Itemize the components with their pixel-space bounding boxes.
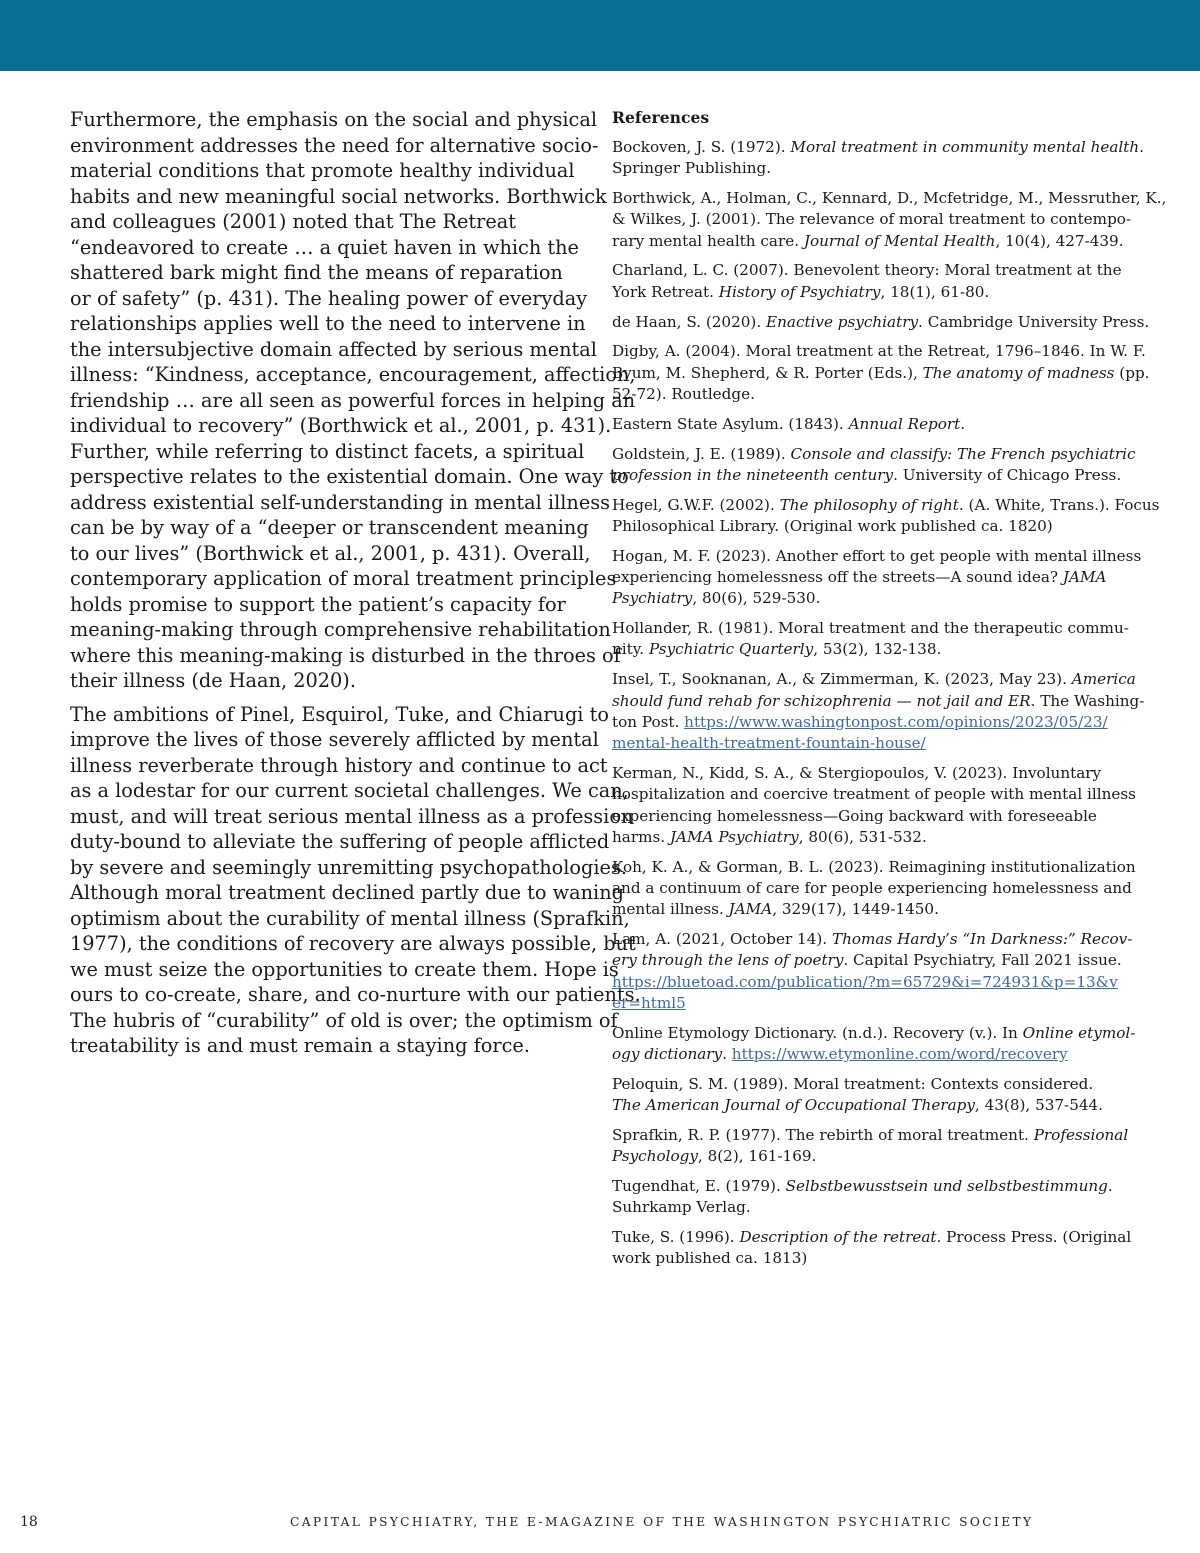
- text-line: “endeavored to create … a quiet haven in which the: [70, 235, 579, 259]
- reference-entry: [612, 1074, 1142, 1117]
- reference-text: , 8(2), 161-169.: [697, 1147, 817, 1166]
- reference-text: experiencing homelessness—Going backward with foreseeable: [612, 806, 1097, 825]
- reference-italic-title: Enactive psychiatry: [766, 312, 919, 331]
- reference-line: [612, 567, 1142, 588]
- reference-italic-title: ery through the lens of poetry: [612, 951, 844, 970]
- reference-text: Springer Publishing.: [612, 159, 772, 178]
- reference-line: [612, 878, 1142, 899]
- reference-line: [612, 763, 1142, 784]
- reference-text: experiencing homelessness off the streets—A sound idea?: [612, 568, 1063, 587]
- reference-line: [612, 260, 1142, 281]
- reference-text: Online Etymology Dictionary. (n.d.). Recovery (v.). In: [612, 1023, 1023, 1042]
- reference-text: harms.: [612, 827, 670, 846]
- reference-text: , 329(17), 1449-1450.: [772, 900, 939, 919]
- reference-entry: [612, 857, 1142, 921]
- reference-italic-title: The philosophy of right.: [779, 495, 964, 514]
- reference-line: [612, 669, 1142, 690]
- page-footer: [0, 1510, 1200, 1540]
- text-line: and colleagues (2001) noted that The Retreat: [70, 210, 517, 233]
- reference-line: [612, 1146, 1142, 1167]
- reference-link[interactable]: https://bluetoad.com/publication/?m=65729&i=724931&p=13&v: [612, 972, 1118, 991]
- reference-text: Byum, M. Shepherd, & R. Porter (Eds.),: [612, 363, 923, 382]
- reference-italic-title: Description of the retreat.: [739, 1228, 942, 1247]
- text-line: ours to co-create, share, and co-nurture with our patients.: [70, 983, 641, 1006]
- footer-publication-title: CAPITAL PSYCHIATRY, THE E-MAGAZINE OF THE WASHINGTON PSYCHIATRIC SOCIETY: [290, 1515, 1034, 1529]
- reference-line: [612, 972, 1142, 993]
- reference-line: [612, 950, 1142, 971]
- reference-text: , 10(4), 427-439.: [995, 231, 1124, 250]
- reference-text: Charland, L. C. (2007). Benevolent theory: Moral treatment at the: [612, 261, 1122, 280]
- text-line: meaning-making through comprehensive rehabilitation: [70, 618, 611, 641]
- text-line: duty-bound to alleviate the suffering of people afflicted: [70, 830, 610, 853]
- reference-line: [612, 1044, 1142, 1065]
- text-line: optimism about the curability of mental illness (Sprafkin,: [70, 906, 630, 930]
- reference-entry: [612, 414, 1142, 435]
- text-line: where this meaning-making is disturbed in the throes of: [70, 643, 621, 667]
- reference-link[interactable]: https://www.etymonline.com/word/recovery: [731, 1044, 1068, 1063]
- reference-text: Hogan, M. F. (2023). Another effort to get people with mental illness: [612, 546, 1142, 565]
- reference-italic-title: The anatomy of madness: [922, 363, 1115, 382]
- reference-text: Borthwick, A., Holman, C., Kennard, D., Mcfetridge, M., Messruther, K.,: [612, 189, 1167, 208]
- reference-text: Kerman, N., Kidd, S. A., & Stergiopoulos, V. (2023). Involuntary: [612, 763, 1102, 782]
- reference-line: [612, 733, 1142, 754]
- reference-text: , 80(6), 531-532.: [798, 827, 927, 846]
- reference-text: .: [722, 1044, 732, 1063]
- text-line: the intersubjective domain affected by serious mental: [70, 337, 597, 361]
- reference-link[interactable]: er=html5: [612, 993, 686, 1012]
- reference-line: [612, 158, 1142, 179]
- reference-text: de Haan, S. (2020).: [612, 312, 767, 331]
- reference-link[interactable]: mental-health-treatment-fountain-house/: [612, 734, 926, 753]
- reference-italic-title: Journal of Mental Health: [803, 231, 996, 250]
- text-line: treatability is and must remain a staying force.: [70, 1034, 530, 1057]
- reference-text: nity.: [612, 640, 649, 659]
- reference-text: Eastern State Asylum. (1843).: [612, 414, 849, 433]
- reference-entry: [612, 341, 1150, 405]
- text-line: their illness (de Haan, 2020).: [70, 669, 356, 692]
- reference-text: rary mental health care.: [612, 231, 804, 250]
- text-line: perspective relates to the existential domain. One way to: [70, 465, 629, 488]
- reference-line: [612, 282, 1142, 303]
- reference-text: . The Washing-: [1030, 691, 1145, 710]
- references-heading: References: [612, 108, 710, 127]
- reference-line: [612, 137, 1142, 158]
- reference-line: [612, 806, 1142, 827]
- reference-italic-title: profession in the nineteenth century: [612, 465, 894, 484]
- reference-link[interactable]: https://www.washingtonpost.com/opinions/2023/05/23/: [684, 712, 1108, 731]
- reference-text: (pp.: [1114, 363, 1150, 382]
- reference-line: [612, 1248, 1142, 1269]
- reference-text: Insel, T., Sooknanan, A., & Zimmerman, K. (2023, May 23).: [612, 670, 1072, 689]
- reference-line: [612, 1197, 1142, 1218]
- reference-text: , 53(2), 132-138.: [813, 640, 942, 659]
- reference-entry: [612, 1176, 1142, 1219]
- text-line: must, and will treat serious mental illness as a profession: [70, 804, 634, 828]
- reference-text: mental illness.: [612, 900, 729, 919]
- reference-line: [612, 929, 1142, 950]
- text-line: contemporary application of moral treatment principles: [70, 567, 617, 590]
- reference-entry: [612, 763, 1142, 848]
- page-number: 18: [20, 1514, 38, 1530]
- reference-italic-title: Annual Report: [848, 414, 961, 433]
- reference-text: ton Post.: [612, 712, 685, 731]
- text-line: by severe and seemingly unremitting psychopathologies.: [70, 855, 627, 879]
- text-line: illness reverberate through history and continue to act: [70, 753, 608, 777]
- reference-text: .: [1107, 1176, 1113, 1195]
- reference-line: [612, 1023, 1142, 1044]
- text-line: shattered bark might find the means of reparation: [70, 261, 563, 284]
- reference-text: , 43(8), 537-544.: [974, 1096, 1104, 1115]
- reference-entry: [612, 1125, 1142, 1168]
- reference-line: [612, 341, 1146, 362]
- reference-text: .: [1139, 138, 1144, 156]
- reference-line: [612, 231, 1142, 252]
- reference-text: , 18(1), 61-80.: [880, 282, 990, 301]
- reference-text: . University of Chicago Press.: [893, 465, 1122, 484]
- text-line: Furthermore, the emphasis on the social and physical: [70, 108, 598, 131]
- reference-text: Tugendhat, E. (1979).: [612, 1176, 786, 1195]
- reference-entry: [612, 495, 1160, 538]
- text-line: 1977), the conditions of recovery are always possible, but: [70, 932, 636, 955]
- reference-line: [612, 188, 1167, 209]
- text-line: Further, while referring to distinct facets, a spiritual: [70, 439, 585, 463]
- reference-line: [612, 857, 1142, 878]
- reference-text: Hollander, R. (1981). Moral treatment and the therapeutic commu-: [612, 619, 1129, 638]
- reference-text: 52-72). Routledge.: [612, 384, 755, 403]
- reference-line: [612, 1074, 1142, 1095]
- text-line: can be by way of a “deeper or transcendent meaning: [70, 516, 589, 539]
- reference-italic-title: America: [1071, 670, 1136, 689]
- reference-italic-title: Console and classify: The French psychiatric: [790, 444, 1136, 463]
- reference-text: Sprafkin, R. P. (1977). The rebirth of moral treatment.: [612, 1125, 1034, 1144]
- reference-text: Goldstein, J. E. (1989).: [612, 444, 791, 463]
- reference-line: [612, 384, 1142, 405]
- text-line: as a lodestar for our current societal challenges. We can,: [70, 779, 629, 802]
- text-line: illness: “Kindness, acceptance, encouragement, affection,: [70, 363, 636, 386]
- reference-line: [612, 444, 1142, 465]
- text-line: individual to recovery” (Borthwick et al., 2001, p. 431).: [70, 414, 612, 437]
- reference-entry: [612, 929, 1142, 1014]
- reference-line: [612, 639, 1142, 660]
- reference-text: and a continuum of care for people experiencing homelessness and: [612, 878, 1132, 897]
- reference-entry: [612, 188, 1167, 252]
- reference-italic-title: Psychology: [612, 1147, 698, 1166]
- text-line: The ambitions of Pinel, Esquirol, Tuke, and Chiarugi to: [70, 702, 609, 726]
- reference-italic-title: History of Psychiatry: [718, 282, 881, 301]
- reference-text: York Retreat.: [612, 282, 719, 301]
- reference-line: [612, 1176, 1142, 1197]
- reference-text: Process Press. (Original: [941, 1228, 1132, 1247]
- reference-line: [612, 465, 1142, 486]
- reference-italic-title: Thomas Hardy’s “In Darkness:” Recov-: [831, 930, 1133, 948]
- reference-italic-title: JAMA Psychiatry: [669, 827, 799, 846]
- reference-line: [612, 712, 1142, 733]
- reference-text: Peloquin, S. M. (1989). Moral treatment: Contexts considered.: [612, 1074, 1094, 1093]
- reference-italic-title: Online etymol-: [1022, 1023, 1136, 1042]
- reference-text: .: [960, 414, 966, 433]
- reference-line: [612, 784, 1142, 805]
- reference-entry: [612, 546, 1142, 610]
- reference-line: [612, 312, 1150, 333]
- text-line: improve the lives of those severely afflicted by mental: [70, 728, 599, 751]
- reference-line: [612, 516, 1142, 537]
- reference-text: Hegel, G.W.F. (2002).: [612, 495, 780, 514]
- text-line: address existential self-understanding in mental illness: [70, 490, 611, 514]
- reference-line: [612, 618, 1142, 639]
- header-bar: [0, 0, 1200, 71]
- text-line: to our lives” (Borthwick et al., 2001, p. 431). Overall,: [70, 541, 591, 565]
- reference-line: [612, 209, 1142, 230]
- text-line: habits and new meaningful social networks. Borthwick: [70, 184, 607, 208]
- reference-text: & Wilkes, J. (2001). The relevance of moral treatment to contempo-: [612, 210, 1132, 229]
- reference-entry: [612, 618, 1142, 661]
- reference-italic-title: ogy dictionary: [612, 1044, 723, 1063]
- reference-text: work published ca. 1813): [612, 1249, 808, 1268]
- reference-text: . Capital Psychiatry, Fall 2021 issue.: [843, 951, 1122, 970]
- reference-entry: [612, 444, 1142, 487]
- reference-line: [612, 827, 1142, 848]
- reference-text: Suhrkamp Verlag.: [612, 1198, 751, 1217]
- text-line: relationships applies well to the need to intervene in: [70, 312, 586, 335]
- text-line: Although moral treatment declined partly due to waning: [70, 881, 624, 904]
- reference-italic-title: Professional: [1033, 1125, 1129, 1144]
- reference-text: Tuke, S. (1996).: [612, 1228, 740, 1247]
- text-line: environment addresses the need for alternative socio-: [70, 133, 599, 157]
- reference-line: [612, 495, 1160, 516]
- reference-italic-title: Selbstbewusstsein und selbstbestimmung: [785, 1176, 1108, 1195]
- reference-italic-title: Psychiatric Quarterly: [648, 640, 814, 659]
- reference-line: [612, 993, 1142, 1014]
- text-line: holds promise to support the patient’s capacity for: [70, 592, 566, 616]
- reference-text: Philosophical Library. (Original work published ca. 1820): [612, 516, 1053, 535]
- reference-text: Bockoven, J. S. (1972).: [612, 138, 791, 156]
- reference-entry: [612, 137, 1142, 180]
- reference-entry: [612, 260, 1142, 303]
- references-list: [612, 137, 1167, 1270]
- reference-text: (A. White, Trans.). Focus: [963, 495, 1160, 514]
- reference-italic-title: Moral treatment in community mental health: [790, 138, 1140, 156]
- text-line: we must seize the opportunities to create them. Hope is: [70, 957, 619, 981]
- reference-italic-title: The American Journal of Occupational Therapy: [612, 1096, 975, 1115]
- reference-text: hospitalization and coercive treatment of people with mental illness: [612, 785, 1136, 804]
- reference-text: , 80(6), 529-530.: [692, 589, 821, 608]
- references-column: [612, 107, 1167, 1278]
- text-line: friendship … are all seen as powerful forces in helping an: [70, 388, 636, 412]
- text-line: material conditions that promote healthy individual: [70, 159, 575, 182]
- reference-text: Koh, K. A., & Gorman, B. L. (2023). Reimagining institutionalization: [612, 857, 1136, 876]
- reference-line: [612, 588, 1142, 609]
- reference-italic-title: should fund rehab for schizophrenia — not jail and ER: [612, 691, 1031, 710]
- reference-italic-title: JAMA: [728, 900, 773, 919]
- reference-line: [612, 899, 1142, 920]
- reference-line: [612, 1095, 1142, 1116]
- reference-entry: [612, 1227, 1142, 1270]
- text-line: The hubris of “curability” of old is over; the optimism of: [70, 1008, 618, 1032]
- reference-text: . Cambridge University Press.: [918, 312, 1150, 331]
- text-line: or of safety” (p. 431). The healing power of everyday: [70, 286, 588, 310]
- reference-line: [612, 1227, 1142, 1248]
- reference-italic-title: JAMA: [1062, 568, 1107, 587]
- reference-line: [612, 414, 1142, 435]
- reference-line: [612, 691, 1145, 712]
- reference-line: [612, 363, 1150, 384]
- reference-entry: [612, 669, 1145, 754]
- reference-italic-title: Psychiatry: [612, 589, 693, 608]
- reference-line: [612, 546, 1142, 567]
- reference-line: [612, 1125, 1142, 1146]
- reference-entry: [612, 312, 1150, 333]
- reference-entry: [612, 1023, 1142, 1066]
- reference-text: Lam, A. (2021, October 14).: [612, 930, 832, 948]
- reference-text: Digby, A. (2004). Moral treatment at the Retreat, 1796–1846. In W. F.: [612, 342, 1146, 361]
